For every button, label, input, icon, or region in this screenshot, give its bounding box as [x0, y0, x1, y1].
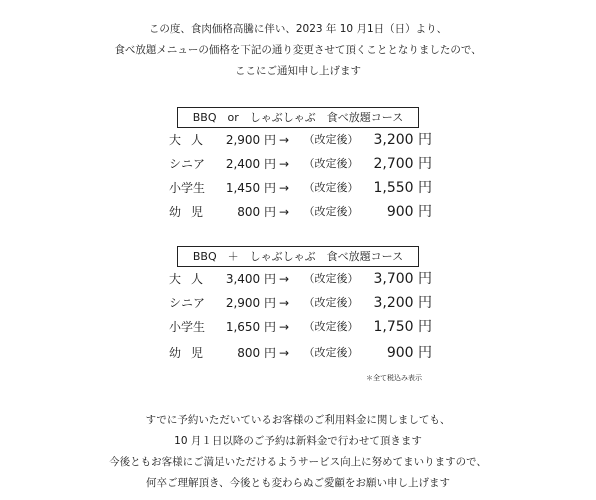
closing-line: 10 月１日以降のご予約は新料金で行わせて頂きます [174, 435, 422, 447]
old-price: 800 円 [237, 346, 276, 360]
old-price: 3,400 円 [225, 272, 276, 286]
revised-tag: （改定後） [303, 205, 359, 218]
price-row [0, 267, 596, 291]
new-price: 900 円 [386, 204, 432, 220]
arrow-icon: → [278, 205, 290, 219]
category-label: 幼児 [169, 346, 214, 360]
new-price: 1,750 円 [373, 319, 432, 335]
course-title: BBQ or しゃぶしゃぶ 食べ放題コース [177, 107, 419, 128]
intro-line: 食べ放題メニューの価格を下記の通り変更させて頂くこととなりましたので、 [114, 44, 482, 56]
revised-tag: （改定後） [303, 133, 359, 146]
new-price: 900 円 [386, 345, 432, 361]
revised-tag: （改定後） [303, 296, 359, 309]
old-price: 1,450 円 [225, 181, 276, 195]
new-price: 3,700 円 [373, 271, 432, 287]
price-row [0, 315, 596, 339]
tax-footnote: ＊全て税込み表示 [366, 374, 422, 382]
old-price: 1,650 円 [225, 320, 276, 334]
intro-line: この度、食肉価格高騰に伴い、2023 年 10 月1日（日）より、 [148, 23, 448, 35]
intro-notice [0, 19, 596, 82]
revised-tag: （改定後） [303, 346, 359, 359]
new-price: 3,200 円 [373, 295, 432, 311]
course-title: BBQ ＋ しゃぶしゃぶ 食べ放題コース [177, 246, 419, 267]
category-label: シニア [169, 157, 206, 171]
closing-notice [0, 410, 596, 494]
price-row [0, 200, 596, 224]
arrow-icon: → [278, 181, 290, 195]
intro-line: ここにご通知申し上げます [235, 65, 361, 77]
category-label: 幼児 [169, 205, 214, 219]
new-price: 3,200 円 [373, 132, 432, 148]
category-label: シニア [169, 296, 206, 310]
arrow-icon: → [278, 272, 290, 286]
old-price: 2,900 円 [225, 296, 276, 310]
revised-tag: （改定後） [303, 181, 359, 194]
price-row [0, 128, 596, 152]
old-price: 2,400 円 [225, 157, 276, 171]
closing-line: 何卒ご理解頂き、今後とも変わらぬご愛顧をお願い申し上げます [145, 477, 451, 489]
category-label: 大人 [169, 133, 214, 147]
arrow-icon: → [278, 346, 290, 360]
old-price: 800 円 [237, 205, 276, 219]
revised-tag: （改定後） [303, 272, 359, 285]
revised-tag: （改定後） [303, 157, 359, 170]
price-row [0, 176, 596, 200]
category-label: 大人 [169, 272, 214, 286]
price-row [0, 291, 596, 315]
arrow-icon: → [278, 296, 290, 310]
category-label: 小学生 [169, 181, 206, 195]
new-price: 2,700 円 [373, 156, 432, 172]
price-row [0, 341, 596, 365]
arrow-icon: → [278, 320, 290, 334]
revised-tag: （改定後） [303, 320, 359, 333]
new-price: 1,550 円 [373, 180, 432, 196]
closing-line: すでに予約いただいているお客様のご利用料金に関しましても、 [145, 414, 451, 426]
arrow-icon: → [278, 157, 290, 171]
closing-line: 今後ともお客様にご満足いただけるようサービス向上に努めてまいりますので、 [109, 456, 487, 468]
category-label: 小学生 [169, 320, 206, 334]
arrow-icon: → [278, 133, 290, 147]
old-price: 2,900 円 [225, 133, 276, 147]
price-row [0, 152, 596, 176]
